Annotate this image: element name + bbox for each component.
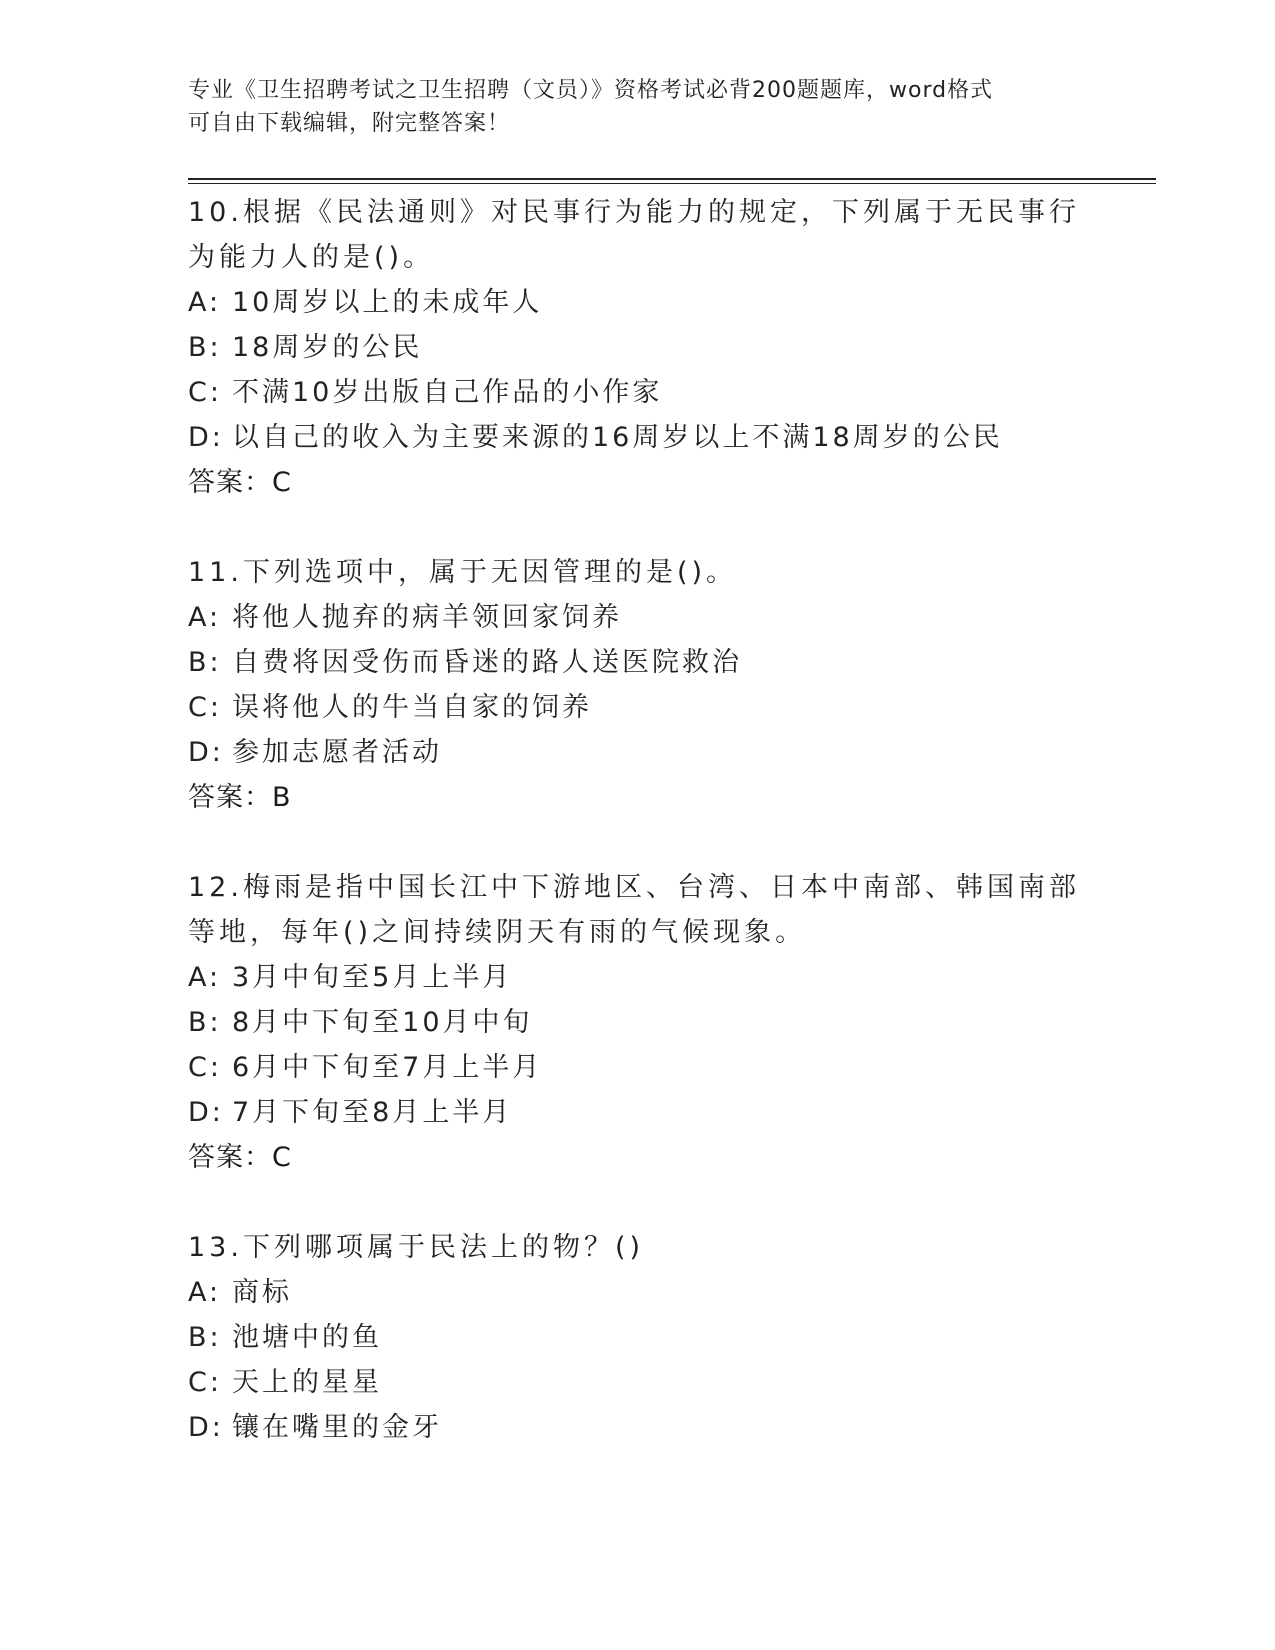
option-label: A: <box>188 1277 222 1308</box>
option-text: 6月中下旬至7月上半月 <box>232 1052 543 1083</box>
option-label: B: <box>188 1322 222 1353</box>
option-b <box>188 325 1088 370</box>
option-label: D: <box>188 737 224 768</box>
answer-line: 答案：B <box>188 782 292 813</box>
header-line-2: 可自由下载编辑，附完整答案！ <box>188 111 511 136</box>
option-text: 商标 <box>232 1277 292 1308</box>
option-a <box>188 955 1088 1000</box>
option-label: C: <box>188 1367 222 1398</box>
option-c <box>188 370 1088 415</box>
option-label: B: <box>188 1007 222 1038</box>
option-d <box>188 1405 1088 1450</box>
option-a <box>188 595 1088 640</box>
question-12 <box>188 865 1088 1181</box>
option-text: 天上的星星 <box>232 1367 382 1398</box>
option-text: 将他人抛弃的病羊领回家饲养 <box>232 602 622 633</box>
option-label: C: <box>188 1052 222 1083</box>
option-label: B: <box>188 332 222 363</box>
option-a <box>188 280 1088 325</box>
option-label: A: <box>188 287 222 318</box>
option-text: 8月中下旬至10月中旬 <box>232 1007 533 1038</box>
option-label: C: <box>188 692 222 723</box>
answer-line: 答案：C <box>188 1142 292 1173</box>
option-d <box>188 415 1088 460</box>
option-a <box>188 1270 1088 1315</box>
question-10 <box>188 190 1088 506</box>
question-stem: 11.下列选项中，属于无因管理的是()。 <box>188 557 738 588</box>
option-c <box>188 1045 1088 1090</box>
option-c <box>188 685 1088 730</box>
option-text: 自费将因受伤而昏迷的路人送医院救治 <box>232 647 742 678</box>
header-line-1: 专业《卫生招聘考试之卫生招聘（文员）》资格考试必背200题题库，word格式 <box>188 78 994 103</box>
question-list <box>188 190 1088 1494</box>
document-header <box>188 74 1068 140</box>
option-text: 以自己的收入为主要来源的16周岁以上不满18周岁的公民 <box>232 422 1003 453</box>
option-text: 7月下旬至8月上半月 <box>232 1097 513 1128</box>
option-d <box>188 730 1088 775</box>
option-label: B: <box>188 647 222 678</box>
header-divider <box>188 178 1156 184</box>
option-text: 18周岁的公民 <box>232 332 423 363</box>
option-label: D: <box>188 1412 224 1443</box>
question-stem: 12.梅雨是指中国长江中下游地区、台湾、日本中南部、韩国南部等地，每年()之间持续阴天有雨的气候现象。 <box>188 872 1080 948</box>
question-13 <box>188 1225 1088 1450</box>
option-d <box>188 1090 1088 1135</box>
option-label: A: <box>188 962 222 993</box>
answer-line: 答案：C <box>188 467 292 498</box>
option-c <box>188 1360 1088 1405</box>
option-b <box>188 1000 1088 1045</box>
option-text: 镶在嘴里的金牙 <box>232 1412 442 1443</box>
question-stem: 10.根据《民法通则》对民事行为能力的规定，下列属于无民事行为能力人的是()。 <box>188 197 1080 273</box>
option-label: C: <box>188 377 222 408</box>
option-b <box>188 1315 1088 1360</box>
option-text: 池塘中的鱼 <box>232 1322 382 1353</box>
option-b <box>188 640 1088 685</box>
option-label: A: <box>188 602 222 633</box>
question-11 <box>188 550 1088 821</box>
option-text: 10周岁以上的未成年人 <box>232 287 543 318</box>
option-label: D: <box>188 422 224 453</box>
option-text: 误将他人的牛当自家的饲养 <box>232 692 592 723</box>
question-stem: 13.下列哪项属于民法上的物？() <box>188 1232 645 1263</box>
option-label: D: <box>188 1097 224 1128</box>
option-text: 参加志愿者活动 <box>232 737 442 768</box>
option-text: 不满10岁出版自己作品的小作家 <box>232 377 663 408</box>
option-text: 3月中旬至5月上半月 <box>232 962 513 993</box>
